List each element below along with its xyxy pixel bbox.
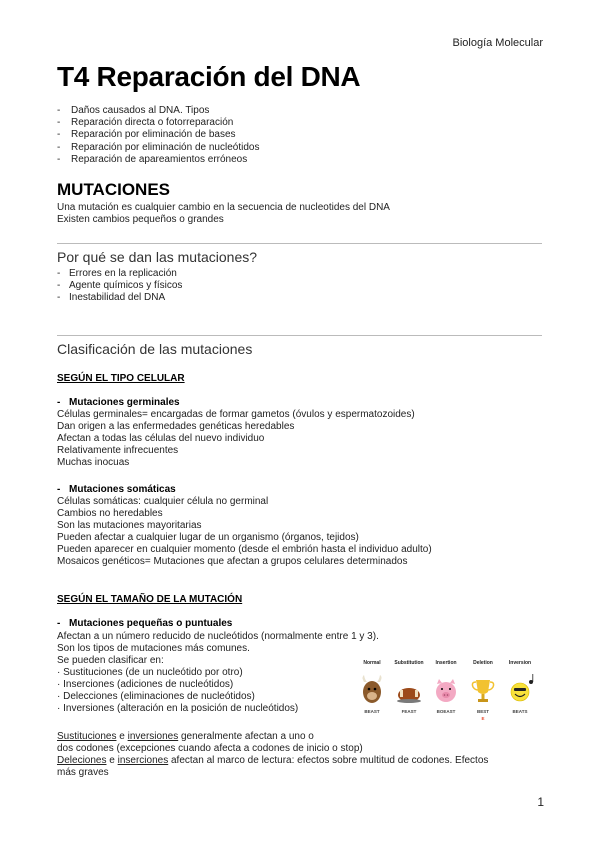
text-line: · Delecciones (eliminaciones de nucleótidos) [57,691,255,702]
figure-caption: BOEAST [436,709,456,714]
mutation-notes [57,731,545,779]
note-line: dos codones (excepciones cuando afecta a codones de inicio o stop) [57,743,363,754]
text-line: Pueden aparecer en cualquier momento (desde el embrión hasta el individuo adulto) [57,544,432,555]
beast-icon [363,675,382,703]
subject-header: Biología Molecular [452,37,543,49]
figure-header: Normal [363,660,381,666]
text-span: generalmente afectan a uno o [178,731,314,742]
figure-header: Deletion [473,660,493,666]
text-line: Se pueden clasificar en: [57,655,164,666]
note-line [57,755,545,767]
subsection-title: Mutaciones somáticas [69,484,176,495]
deleted-letter: E [481,716,485,721]
keyword: inversiones [127,731,179,742]
figure-caption: BEAST [364,709,380,714]
figure-header: Inversion [508,660,532,666]
text-span: e [106,755,118,766]
figure-caption: BEST [476,709,489,714]
note-line [57,731,545,743]
text-line: Existen cambios pequeños o grandes [57,214,224,225]
tipo-celular-heading: SEGÚN EL TIPO CELULAR [57,373,185,384]
topic-item: - Reparación por eliminación de nucleótidos [57,142,259,154]
subsection-title: Mutaciones germinales [69,397,180,408]
pig-icon [436,679,456,702]
figure-header: Insertion [435,660,457,666]
text-line: Relativamente infrecuentes [57,445,179,456]
text-line: Afectan a todas las células del nuevo individuo [57,433,265,444]
text-line: Son los tipos de mutaciones más comunes. [57,643,250,654]
topic-item: - Daños causados al DNA. Tipos [57,105,259,117]
turkey-icon [397,688,421,703]
topic-item: - Reparación de apareamientos erróneos [57,154,259,166]
topic-list [57,105,259,166]
subsection-title: Mutaciones pequeñas o puntuales [69,618,233,629]
page-title: T4 Reparación del DNA [57,61,361,92]
text-line: Células somáticas: cualquier célula no germinal [57,496,269,507]
note-line: más graves [57,767,109,778]
somaticas-body [57,496,432,568]
pequenas-body [57,631,379,715]
tamano-heading: SEGÚN EL TAMAÑO DE LA MUTACIÓN [57,594,243,605]
somaticas-title: - Mutaciones somáticas [57,484,176,495]
figure-caption: BEATS [512,709,528,714]
keyword: inserciones [117,755,169,766]
mutaciones-definition [57,202,390,226]
mutation-types-figure [355,660,543,740]
keyword: Deleciones [57,755,107,766]
text-line: · Sustituciones (de un nucleótido por otro) [57,667,243,678]
section-divider [57,243,542,244]
text-line: Pueden afectar a cualquier lugar de un organismo (órganos, tejidos) [57,532,359,543]
figure-header: Substitution [394,660,424,666]
germinales-body [57,409,415,469]
text-line: Cambios no heredables [57,508,163,519]
page-number: 1 [537,795,544,809]
text-line: Son las mutaciones mayoritarias [57,520,202,531]
clasificacion-heading: Clasificación de las mutaciones [57,341,253,357]
cause-item: - Inestabilidad del DNA [57,292,182,304]
porque-heading: Por qué se dan las mutaciones? [57,249,258,265]
topic-item: - Reparación directa o fotorreparación [57,117,259,129]
text-span: afectan al marco de lectura: efectos sobre multitud de codones. Efectos [168,755,489,766]
cause-item: - Agente químicos y físicos [57,280,182,292]
text-span: e [116,731,128,742]
text-line: Células germinales= encargadas de formar gametos (óvulos y espermatozoides) [57,409,415,420]
trophy-icon [472,680,493,702]
text-line: · Inserciones (adiciones de nucleótidos) [57,679,234,690]
smiley-icon [511,674,533,701]
cause-item: - Errores en la replicación [57,268,182,280]
figure-caption: FEAST [401,709,417,714]
text-line: Dan origen a las enfermedades genéticas heredables [57,421,295,432]
pequenas-title: - Mutaciones pequeñas o puntuales [57,618,233,629]
text-line: Una mutación es cualquier cambio en la secuencia de nucleotides del DNA [57,202,390,213]
text-line: · Inversiones (alteración en la posición de nucleótidos) [57,703,299,714]
mutation-icons [355,668,543,708]
causes-list [57,268,182,305]
mutaciones-heading: MUTACIONES [57,180,171,199]
keyword: Sustituciones [57,731,117,742]
text-line: Muchas inocuas [57,457,130,468]
text-line: Afectan a un número reducido de nucleótidos (normalmente entre 1 y 3). [57,631,379,642]
text-line: Mosaicos genéticos= Mutaciones que afectan a grupos celulares determinados [57,556,408,567]
germinales-title: - Mutaciones germinales [57,397,180,408]
section-divider [57,335,542,336]
topic-item: - Reparación por eliminación de bases [57,129,259,141]
